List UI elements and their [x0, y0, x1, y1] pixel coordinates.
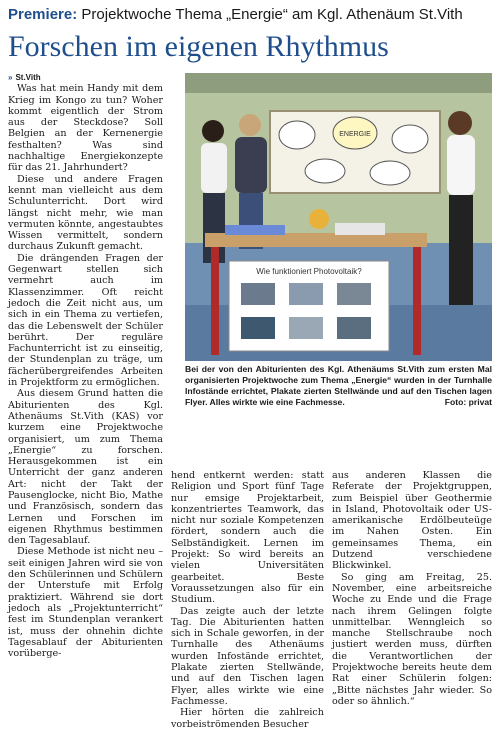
paragraph: Diese Methode ist nicht neu – seit einigen Jahren wird sie von den Schülerinnen und Schülern der Unterstufe mit Erfolg praktiziert. Während sie dort jedoch als „Projektunterricht“ fest im Stundenplan verankert ist, muss der ohnehin dichte Tagesablauf der Abiturienten vorüberge-	[8, 546, 163, 660]
photo-caption	[185, 364, 492, 408]
paragraph: Die drängenden Fragen der Gegenwart stellen sich vermehrt auch im Klassenzimmer. Oft reicht jedoch die Zeit nicht aus, um sich in ein Thema zu vertiefen, das die Lebenswelt der Schüler berührt. Der reguläre Fachunterricht ist zu einseitig, der Stundenplan zu träge, um fächerübergreifendes Arbeiten in Projektform zu ermöglichen.	[8, 252, 163, 389]
article-photo	[185, 73, 492, 361]
headline: Forschen im eigenen Rhythmus	[8, 30, 389, 63]
student-3-shirt	[447, 135, 475, 195]
paragraph: Diese und andere Fragen kennt man vielleicht aus dem Schulunterricht. Dort wird längst nicht mehr, wie man vermuten könnte, angestaubtes Wissen vermittelt, sondern durchaus Zukunft gemacht.	[8, 173, 163, 253]
wall-upper-band	[185, 73, 492, 93]
info-table-top	[205, 233, 427, 247]
board-bubble	[279, 121, 315, 149]
kicker-text: Projektwoche Thema „Energie“ am Kgl. Athenäum St.Vith	[81, 6, 463, 23]
board-bubble	[305, 159, 345, 183]
paragraph: So ging am Freitag, 25. November, eine arbeitsreiche Woche zu Ende und die Frage nach ihrem Gelingen folgte unmittelbar. Wenngleich so manche Stellschraube noch justiert werden muss, dürften die Verantwortlichen der Projektwoche bereits heute dem Rat einer Schülerin folgen: „Bitte nächstes Jahr wieder. So oder so ähnlich.“	[332, 571, 492, 707]
poster-image	[337, 317, 371, 339]
paragraph: hend entkernt werden: statt Religion und Sport fünf Tage nur emsige Projektarbeit, konzentriertes Teamwork, das nicht nur soziale Kompetenzen fördert, sondern auch die Selbständigkeit. Lernen im Projekt: So wird bereits an vielen Universitäten gearbeitet. Beste Voraussetzungen also für ein Studium.	[171, 470, 324, 606]
caption-text: Bei der von den Abiturienten des Kgl. Athenäums St.Vith zum ersten Mal organisierten Projektwoche zum Thema „Energie“ wurden in der Turnhalle Infostände errichtet, Plakate zierten Stellwände und auf den Tischen lagen Flyer. Alles wirkte wie eine Fachmesse.	[185, 364, 492, 407]
paragraph: Aus diesem Grund hatten die Abiturienten des Kgl. Athenäums St.Vith (KAS) vor kurzem eine Projektwoche organisiert, um zum Thema „Energie“ zu forschen. Herausgekommen ist ein Unterricht der ganz anderen Art: nicht der Takt der Pausenglocke, nicht Bio, Mathe und Französisch, sondern das Lernen und Forschen im eigenen Rhythmus bestimmen den Tagesablauf.	[8, 388, 163, 547]
student-1-head	[202, 120, 224, 142]
flyers	[225, 225, 285, 235]
student-3-legs	[449, 195, 473, 305]
paragraph: aus anderen Klassen die Referate der Projektgruppen, zum Beispiel über Geothermie in Island, Photovoltaik oder US-amerikanische Erdölbeuteüge im Nahen Osten. Ein gemeinsames Thema, ein Dutzend verschiedene Blickwinkel.	[332, 470, 492, 572]
student-3-head	[448, 111, 472, 135]
poster-image	[337, 283, 371, 305]
paragraph: Hier hörten die zahlreich vorbeiströmenden Besucher	[171, 707, 324, 730]
article-column-2	[171, 470, 324, 730]
student-2-sweater	[235, 137, 267, 193]
photo-credit: Foto: privat	[444, 397, 492, 407]
paragraph: Das zeigte auch der letzte Tag. Die Abiturienten hatten sich in Schale geworfen, in der Turnhalle des Athenäums wurden Infostände errichtet, Plakate zierten Stellwände, und auf den Tischen lagen Flyer, alles wirkte wie eine Fachmesse.	[171, 605, 324, 707]
board-bubble	[370, 161, 410, 185]
photo-illustration	[185, 73, 492, 361]
article-column-3	[332, 470, 492, 707]
dateline	[8, 73, 41, 82]
kicker	[8, 6, 498, 24]
poster-image	[289, 283, 323, 305]
board-bubble	[392, 125, 428, 153]
dateline-marker: »	[8, 73, 13, 82]
article-column-1	[8, 72, 163, 659]
paragraph: Was hat mein Handy mit dem Krieg im Kongo zu tun? Woher kommt eigentlich der Strom aus der Steckdose? Soll Belgien an der Kernenergie festhalten? Was sind nachhaltige Energiekonzepte für das 21. Jahrhundert?	[8, 83, 163, 174]
poster-image	[241, 283, 275, 305]
poster-image	[241, 317, 275, 339]
table-leg	[211, 247, 219, 355]
board-top-text: ENERGIE	[339, 131, 371, 138]
student-2-head	[239, 114, 261, 136]
table-leg	[413, 247, 421, 355]
student-1-shirt	[201, 143, 227, 193]
poster-title: Wie funktioniert Photovoltaik?	[256, 267, 362, 276]
dateline-text: St.Vith	[15, 73, 41, 82]
kicker-lead: Premiere:	[8, 6, 78, 23]
poster-image	[289, 317, 323, 339]
flyers	[335, 223, 385, 235]
flower-decoration	[309, 209, 329, 229]
